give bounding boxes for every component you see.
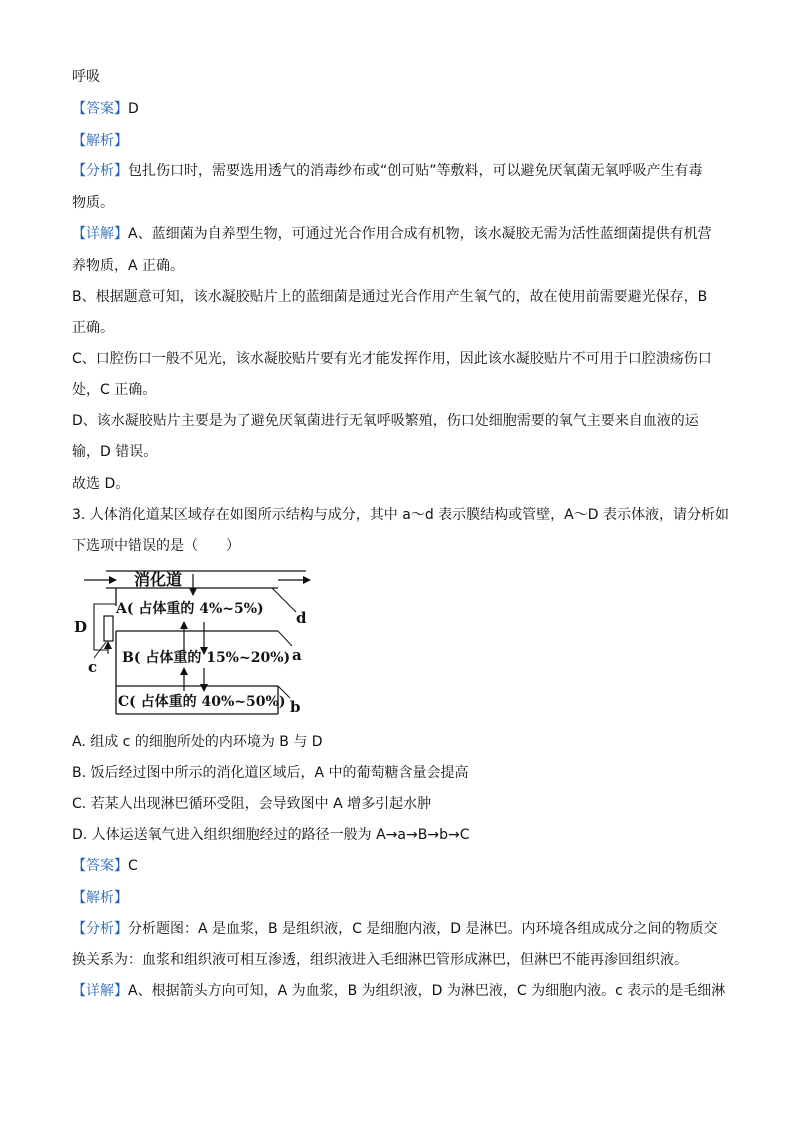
label-d: d	[296, 609, 307, 627]
text-line	[72, 256, 184, 276]
line-text: 包扎伤口时，需要选用透气的消毒纱布或“创可贴”等敷料，可以避免厌氧菌无氧呼吸产生有毒	[128, 163, 703, 179]
line-text: 故选 D。	[72, 476, 130, 492]
text-line	[72, 825, 469, 845]
section-tag: 【答案】	[72, 858, 128, 874]
label-a: a	[292, 646, 302, 664]
body-fluid-diagram	[72, 566, 332, 724]
line-text: 3. 人体消化道某区域存在如图所示结构与成分，其中 a～d 表示膜结构或管壁，A～D 表示体液，请分析如	[72, 507, 729, 523]
line-text: 正确。	[72, 320, 114, 336]
line-text: D. 人体运送氧气进入组织细胞经过的路径一般为 A→a→B→b→C	[72, 827, 470, 843]
section-tag: 【详解】	[72, 226, 128, 242]
text-line	[72, 856, 138, 876]
line-text: D、该水凝胶贴片主要是为了避免厌氧菌进行无氧呼吸繁殖，伤口处细胞需要的氧气主要来自血液的运	[72, 413, 699, 429]
text-line	[72, 763, 469, 783]
line-text: C. 若某人出现淋巴循环受阻，会导致图中 A 增多引起水肿	[72, 796, 432, 812]
text-line	[72, 287, 707, 307]
line-text: C	[128, 858, 138, 874]
line-text: C、口腔伤口一般不见光，该水凝胶贴片要有光才能发挥作用，因此该水凝胶贴片不可用于口腔溃疡伤口	[72, 351, 712, 367]
text-line	[72, 224, 712, 244]
line-text: 物质。	[72, 195, 114, 211]
pointer-d	[272, 588, 296, 612]
section-tag: 【分析】	[72, 921, 128, 937]
section-tag: 【答案】	[72, 101, 128, 117]
label-b: b	[290, 698, 301, 716]
section-tag: 【详解】	[72, 983, 128, 999]
text-line	[72, 888, 128, 908]
text-line	[72, 732, 323, 752]
line-text: D	[128, 101, 139, 117]
text-line	[72, 349, 712, 369]
text-line	[72, 131, 128, 151]
text-line	[72, 380, 156, 400]
text-line	[72, 794, 431, 814]
text-line	[72, 981, 725, 1001]
line-text: 输，D 错误。	[72, 444, 158, 460]
text-line	[72, 318, 114, 338]
tract-label: 消化道	[134, 570, 183, 589]
label-A: A( 占体重的 4%~5%)	[116, 601, 264, 617]
section-tag: 【解析】	[72, 890, 128, 906]
section-tag: 【解析】	[72, 133, 128, 149]
line-text: A、根据箭头方向可知，A 为血浆，B 为组织液，D 为淋巴液，C 为细胞内液。c 表示的是毛细淋	[128, 983, 726, 999]
line-text: 呼吸	[72, 69, 100, 85]
label-B: B( 占体重的 15%~20%)	[122, 650, 291, 666]
text-line	[72, 161, 703, 181]
line-text: B. 饭后经过图中所示的消化道区域后，A 中的葡萄糖含量会提高	[72, 765, 469, 781]
lymph-vessel	[104, 616, 113, 641]
text-line	[72, 442, 157, 462]
text-line	[72, 505, 729, 525]
text-line	[72, 99, 139, 119]
line-text: 换关系为：血浆和组织液可相互渗透，组织液进入毛细淋巴管形成淋巴，但淋巴不能再渗回组织液。	[72, 952, 688, 968]
text-line	[72, 919, 718, 939]
label-C: C( 占体重的 40%~50%)	[118, 694, 286, 710]
text-line	[72, 411, 699, 431]
line-text: A、蓝细菌为自养型生物，可通过光合作用合成有机物，该水凝胶无需为活性蓝细菌提供有机营	[128, 226, 712, 242]
line-text: 分析题图：A 是血浆，B 是组织液，C 是细胞内液，D 是淋巴。内环境各组成成分之间的物质交	[128, 921, 718, 937]
line-text: 处，C 正确。	[72, 382, 157, 398]
text-line	[72, 474, 129, 494]
label-D: D	[74, 618, 88, 636]
pointer-a	[278, 631, 292, 646]
text-line	[72, 536, 240, 556]
text-line	[72, 67, 100, 87]
text-line	[72, 950, 688, 970]
line-text: A. 组成 c 的细胞所处的内环境为 B 与 D	[72, 734, 323, 750]
line-text: 下选项中错误的是（ ）	[72, 538, 240, 554]
section-tag: 【分析】	[72, 163, 128, 179]
label-c: c	[88, 658, 98, 676]
line-text: 养物质，A 正确。	[72, 258, 185, 274]
text-line	[72, 193, 114, 213]
line-text: B、根据题意可知，该水凝胶贴片上的蓝细菌是通过光合作用产生氧气的，故在使用前需要避光保存，B	[72, 289, 708, 305]
